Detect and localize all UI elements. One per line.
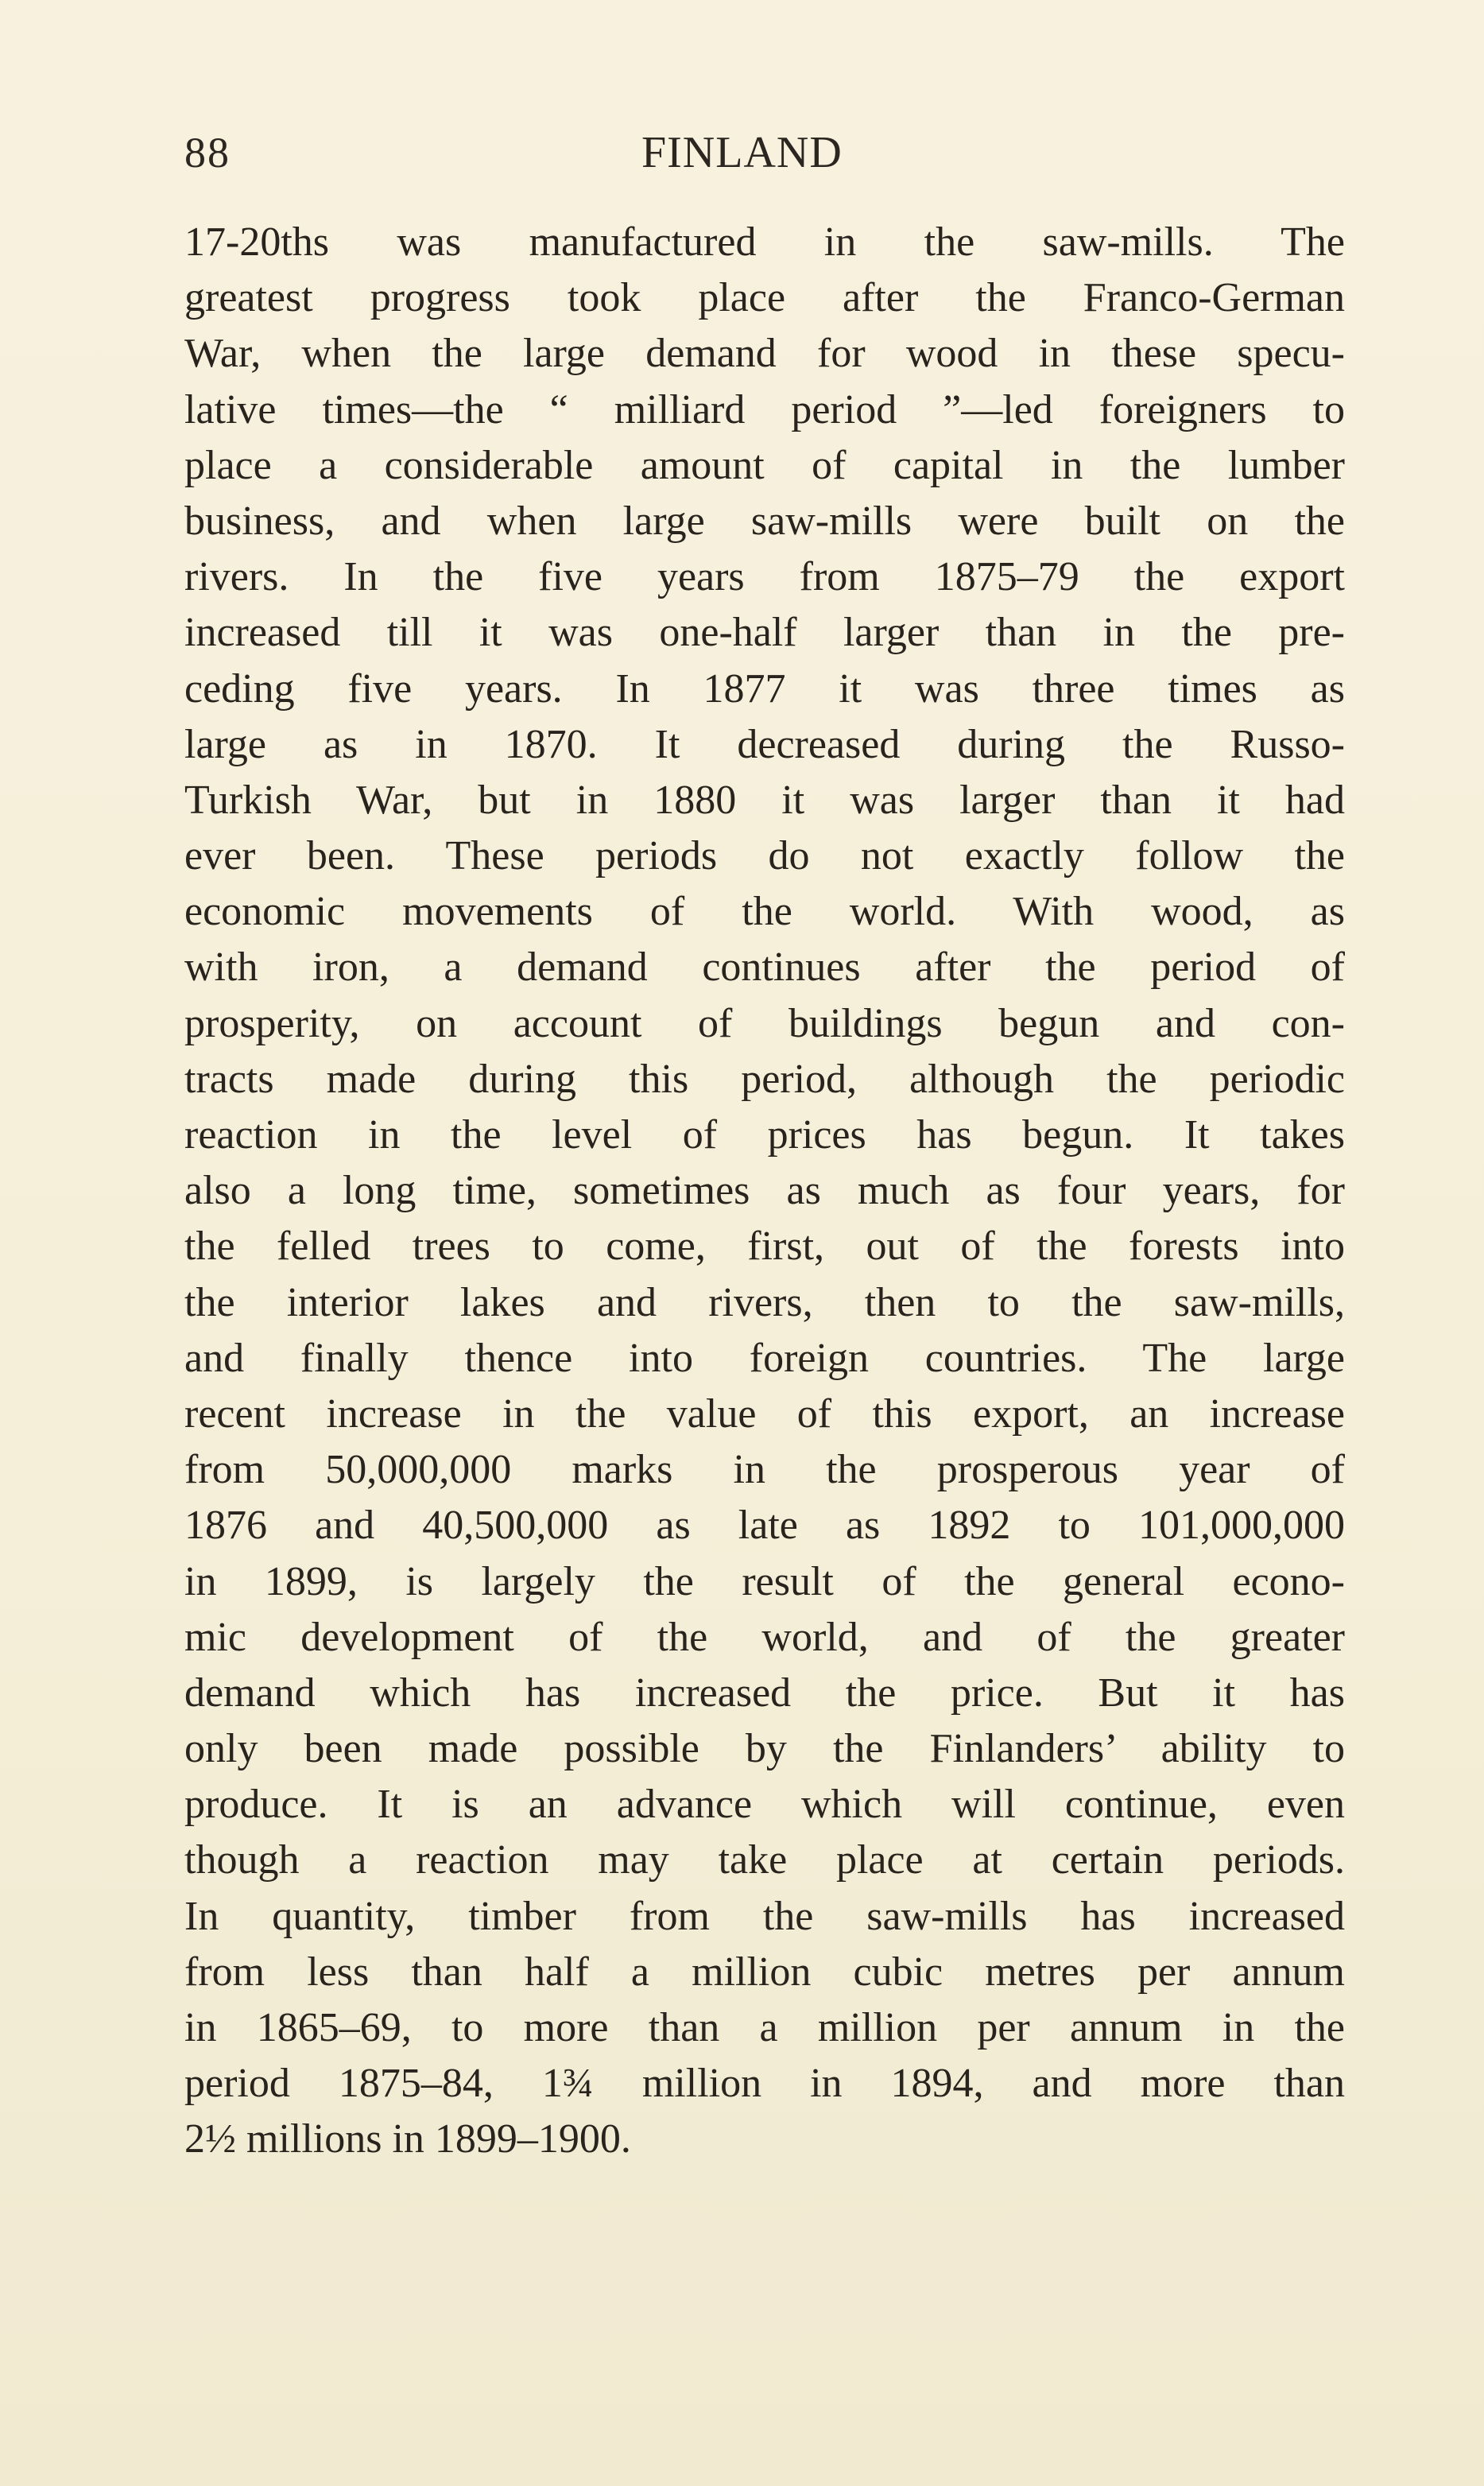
- body-paragraph: [184, 215, 1345, 2168]
- text-line: reaction in the level of prices has begun. It takes: [184, 1112, 1345, 1158]
- text-line: War, when the large demand for wood in these specu-: [184, 331, 1345, 377]
- text-line-last: 2½ millions in 1899–1900.: [184, 2116, 631, 2162]
- page-number: 88: [184, 129, 231, 176]
- text-line: ceding five years. In 1877 it was three times as: [184, 665, 1345, 712]
- text-line: 1876 and 40,500,000 as late as 1892 to 101,000,000: [184, 1503, 1345, 1549]
- text-line: large as in 1870. It decreased during the Russo-: [184, 721, 1345, 767]
- text-line: ever been. These periods do not exactly follow the: [184, 833, 1345, 879]
- text-line: period 1875–84, 1¾ million in 1894, and more than: [184, 2061, 1345, 2107]
- text-line: Turkish War, but in 1880 it was larger than it had: [184, 777, 1345, 823]
- text-line: lative times—the “ milliard period ”—led foreigners to: [184, 386, 1345, 432]
- text-line: the interior lakes and rivers, then to the saw-mills,: [184, 1279, 1345, 1325]
- running-title: FINLAND: [641, 128, 843, 177]
- text-line: place a considerable amount of capital in the lumber: [184, 442, 1345, 488]
- text-line: greatest progress took place after the Franco-German: [184, 275, 1345, 321]
- text-line: recent increase in the value of this export, an increase: [184, 1390, 1345, 1437]
- text-line: though a reaction may take place at certain periods.: [184, 1837, 1345, 1883]
- text-line: in 1899, is largely the result of the general econo-: [184, 1558, 1345, 1604]
- text-line: 17-20ths was manufactured in the saw-mills. The: [184, 219, 1345, 265]
- text-line: business, and when large saw-mills were built on the: [184, 498, 1345, 544]
- text-line: and finally thence into foreign countries. The large: [184, 1335, 1345, 1381]
- text-line: produce. It is an advance which will continue, even: [184, 1782, 1345, 1828]
- text-line: the felled trees to come, first, out of the forests into: [184, 1224, 1345, 1270]
- text-line: demand which has increased the price. But it has: [184, 1670, 1345, 1716]
- text-line: prosperity, on account of buildings begun and con-: [184, 1000, 1345, 1046]
- text-line: tracts made during this period, although the periodic: [184, 1056, 1345, 1102]
- text-line: only been made possible by the Finlanders’ ability to: [184, 1726, 1345, 1772]
- text-line: in 1865–69, to more than a million per annum in the: [184, 2005, 1345, 2050]
- text-line: In quantity, timber from the saw-mills has increased: [184, 1893, 1345, 1939]
- text-line: mic development of the world, and of the greater: [184, 1614, 1345, 1660]
- text-line: from 50,000,000 marks in the prosperous year of: [184, 1447, 1345, 1493]
- text-line: from less than half a million cubic metres per annum: [184, 1949, 1345, 1995]
- text-line: with iron, a demand continues after the period of: [184, 944, 1345, 991]
- text-line: economic movements of the world. With wood, as: [184, 889, 1345, 935]
- page-header: [184, 121, 1345, 184]
- text-line: increased till it was one-half larger than in the pre-: [184, 610, 1345, 656]
- text-line: also a long time, sometimes as much as four years, for: [184, 1168, 1345, 1214]
- text-line: rivers. In the five years from 1875–79 the export: [184, 554, 1345, 600]
